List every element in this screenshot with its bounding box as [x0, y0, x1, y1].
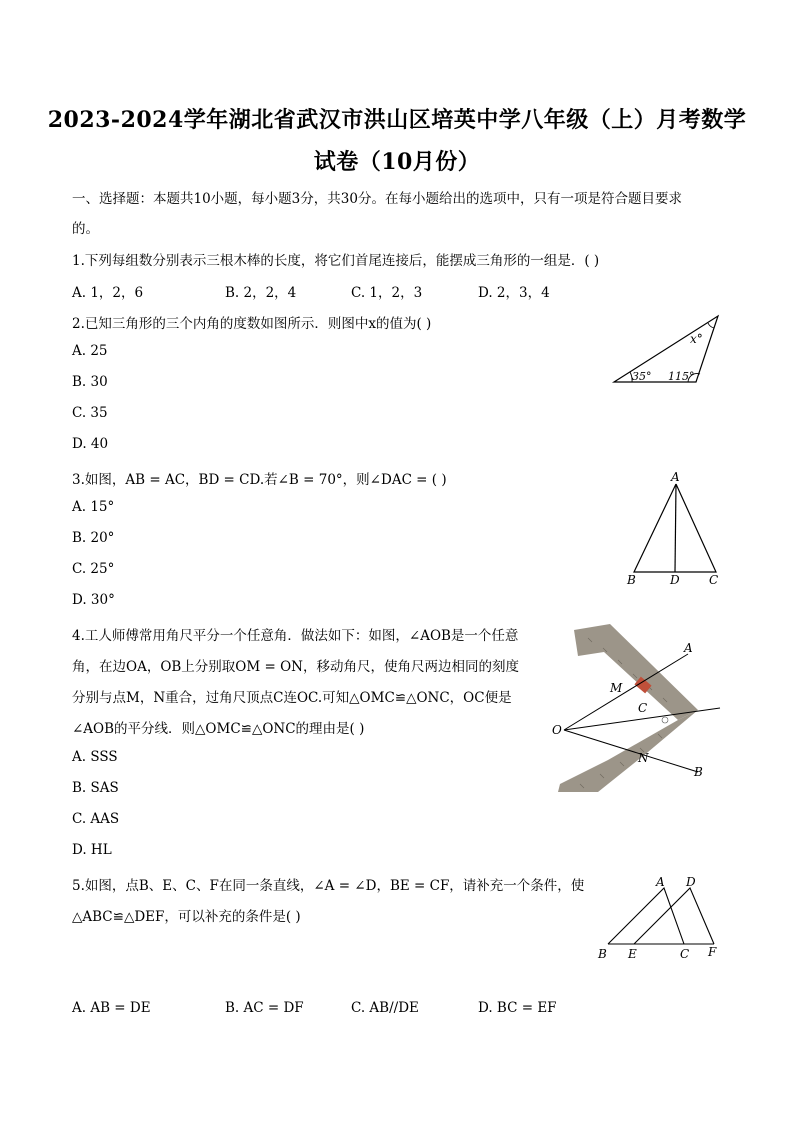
q3-option-b: B. 20° — [72, 530, 115, 546]
q5-label-e: E — [628, 947, 637, 961]
q5-triangles-figure — [594, 874, 724, 964]
paper-title-line-1: 2023-2024学年湖北省武汉市洪山区培英中学八年级（上）月考数学 — [47, 107, 747, 133]
q4-option-c: C. AAS — [72, 811, 120, 827]
q4-option-a: A. SSS — [72, 749, 118, 765]
q3-stem: 3.如图，AB = AC，BD = CD.若∠B = 70°，则∠DAC = ( ) — [72, 472, 447, 488]
q5-label-f: F — [708, 945, 717, 959]
q5-label-b: B — [598, 947, 607, 961]
section-instructions-line-1: 一、选择题：本题共10小题，每小题3分，共30分。在每小题给出的选项中，只有一项是符合题目要求 — [72, 191, 682, 207]
q5-option-c: C. AB//DE — [351, 1000, 419, 1016]
q1-option-c: C. 1，2，3 — [351, 285, 423, 301]
q4-label-n: N — [638, 751, 649, 765]
q1-option-a: A. 1，2，6 — [72, 285, 144, 301]
q4-stem-line-2: 角，在边OA，OB上分别取OM = ON，移动角尺，使角尺两边相同的刻度 — [72, 659, 519, 675]
q3-label-a: A — [671, 470, 680, 484]
q5-stem-line-1: 5.如图，点B、E、C、F在同一条直线，∠A = ∠D，BE = CF，请补充一个条件，使 — [72, 878, 585, 894]
q5-option-b: B. AC = DF — [225, 1000, 304, 1016]
q2-option-a: A. 25 — [72, 343, 108, 359]
q2-option-d: D. 40 — [72, 436, 109, 452]
section-instructions-line-2: 的。 — [72, 221, 99, 237]
q5-label-c: C — [680, 947, 690, 961]
q2-stem: 2.已知三角形的三个内角的度数如图所示．则图中x的值为( ) — [72, 316, 432, 332]
q5-label-d: D — [686, 875, 696, 889]
q5-option-d: D. BC = EF — [478, 1000, 557, 1016]
q2-angle-x-label: x° — [690, 332, 703, 346]
q4-stem-line-3: 分别与点M，N重合，过角尺顶点C连OC.可知△OMC≌△ONC，OC便是 — [72, 690, 512, 706]
q2-angle-35-label: 35° — [632, 370, 652, 383]
q3-label-d: D — [670, 573, 680, 587]
q4-label-a: A — [684, 641, 693, 655]
q5-option-a: A. AB = DE — [72, 1000, 151, 1016]
q3-option-d: D. 30° — [72, 592, 115, 608]
q4-stem-line-1: 4.工人师傅常用角尺平分一个任意角．做法如下：如图，∠AOB是一个任意 — [72, 628, 519, 644]
q1-stem: 1.下列每组数分别表示三根木棒的长度，将它们首尾连接后，能摆成三角形的一组是．( ) — [72, 253, 600, 269]
ruler-upper-arm — [574, 624, 698, 720]
q5-stem-line-2: △ABC≌△DEF，可以补充的条件是( ) — [72, 909, 301, 925]
q3-label-b: B — [627, 573, 636, 587]
q3-option-c: C. 25° — [72, 561, 115, 577]
ruler-lower-arm — [558, 710, 698, 792]
q4-label-b: B — [694, 765, 703, 779]
q3-option-a: A. 15° — [72, 499, 115, 515]
q4-option-d: D. HL — [72, 842, 112, 858]
q2-triangle-figure — [610, 312, 725, 388]
q3-triangle-figure — [620, 468, 730, 590]
paper-title-line-2: 试卷（10月份） — [313, 149, 481, 175]
q4-label-c: C — [638, 701, 648, 715]
q1-option-d: D. 2，3，4 — [478, 285, 550, 301]
q2-angle-115-label: 115° — [668, 370, 695, 383]
q2-option-c: C. 35 — [72, 405, 108, 421]
q5-label-a: A — [656, 875, 665, 889]
q4-label-m: M — [610, 681, 623, 695]
q2-option-b: B. 30 — [72, 374, 108, 390]
q4-option-b: B. SAS — [72, 780, 119, 796]
q1-option-b: B. 2，2，4 — [225, 285, 297, 301]
q4-stem-line-4: ∠AOB的平分线．则△OMC≌△ONC的理由是( ) — [72, 721, 365, 737]
q4-angle-ruler-figure — [548, 622, 724, 794]
q3-label-c: C — [709, 573, 719, 587]
q4-label-o: O — [552, 723, 562, 737]
